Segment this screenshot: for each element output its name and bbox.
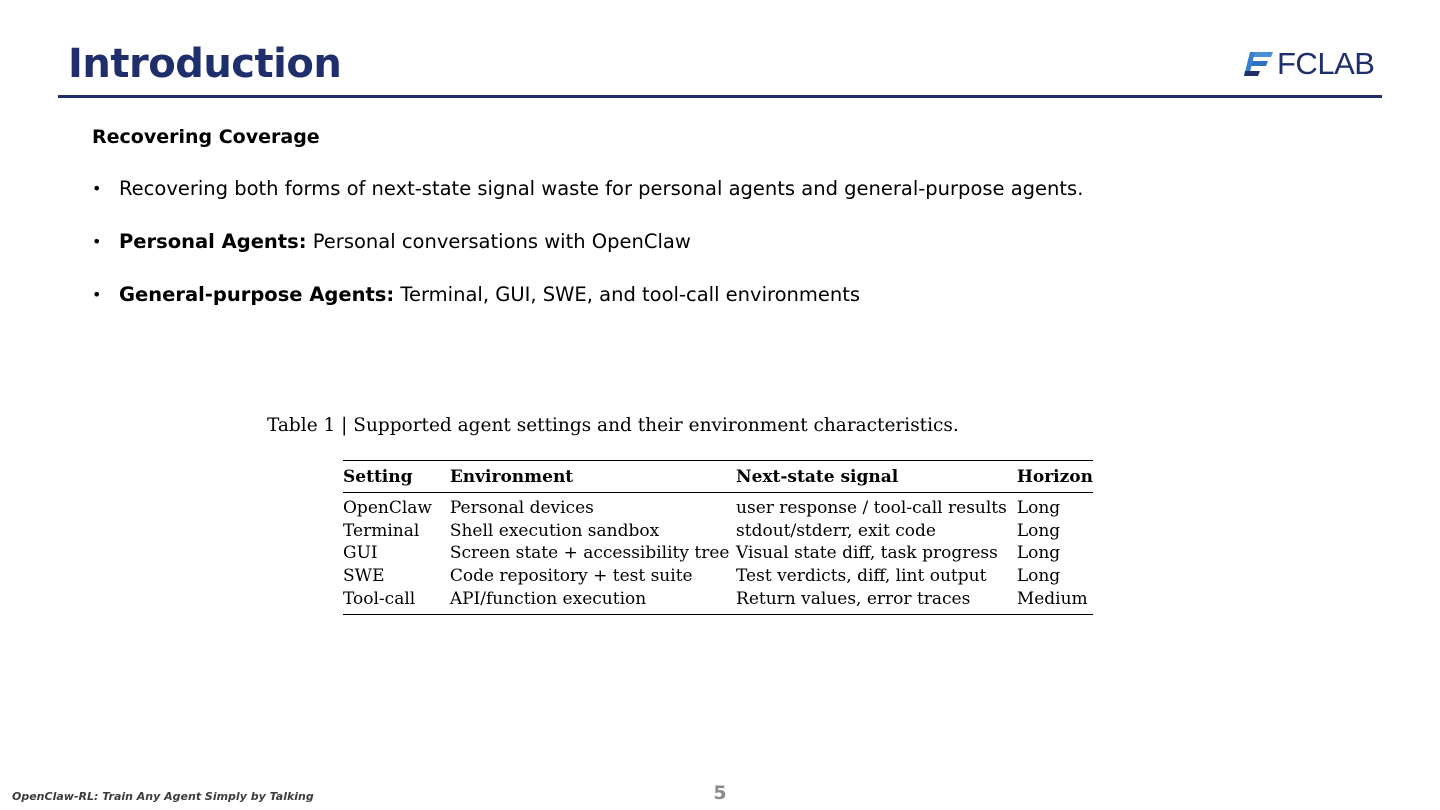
agent-settings-table	[343, 460, 1093, 615]
cell-setting: SWE	[343, 566, 385, 587]
header-environment: Environment	[450, 461, 736, 493]
cell-environment: Screen state + accessibility tree	[449, 543, 730, 564]
cell-setting: Tool-call	[343, 588, 416, 609]
bullet-text: Terminal, GUI, SWE, and tool-call environments	[394, 283, 861, 306]
table-header-row	[343, 461, 1093, 493]
logo-text: FCLAB	[1277, 46, 1375, 81]
cell-environment: Code repository + test suite	[449, 566, 693, 587]
footer-text: OpenClaw-RL: Train Any Agent Simply by Talking	[12, 790, 314, 803]
bullet-item	[92, 282, 1083, 308]
cell-signal: Visual state diff, task progress	[736, 543, 998, 564]
cell-setting: GUI	[343, 543, 378, 564]
slide-title: Introduction	[68, 41, 342, 87]
cell-horizon: Long	[1016, 520, 1061, 541]
table-row	[343, 493, 1093, 520]
cell-signal: user response / tool-call results	[736, 498, 1007, 519]
bullet-item	[92, 229, 1083, 255]
cell-environment: Personal devices	[449, 498, 594, 519]
bullet-bold-label: Personal Agents:	[119, 230, 307, 253]
cell-signal: Test verdicts, diff, lint output	[736, 566, 987, 587]
header-horizon: Horizon	[1017, 461, 1093, 493]
cell-horizon: Long	[1016, 566, 1061, 587]
fclab-logo	[1244, 46, 1374, 82]
cell-horizon: Long	[1016, 543, 1061, 564]
cell-setting: Terminal	[343, 520, 420, 541]
section-heading: Recovering Coverage	[92, 126, 320, 148]
cell-signal: Return values, error traces	[736, 588, 971, 609]
header-setting: Setting	[343, 461, 450, 493]
page-number: 5	[713, 782, 727, 804]
title-underline	[58, 95, 1382, 98]
cell-horizon: Medium	[1016, 588, 1088, 609]
bullet-text: Recovering both forms of next-state signal waste for personal agents and general-purpose agents.	[119, 177, 1084, 200]
bullet-item	[92, 176, 1083, 202]
cell-environment: Shell execution sandbox	[449, 520, 660, 541]
bullet-list	[92, 176, 1083, 335]
bullet-text: Personal conversations with OpenClaw	[306, 230, 691, 253]
cell-setting: OpenClaw	[343, 498, 432, 519]
table-row	[343, 542, 1093, 565]
bullet-dot: •	[92, 179, 102, 198]
bullet-bold-label: General-purpose Agents:	[119, 283, 395, 306]
cell-horizon: Long	[1016, 498, 1061, 519]
header-next-state-signal: Next-state signal	[736, 461, 1017, 493]
table-row	[343, 565, 1093, 588]
cell-signal: stdout/stderr, exit code	[736, 520, 936, 541]
table-caption: Table 1 | Supported agent settings and their environment characteristics.	[267, 415, 959, 436]
table-row	[343, 520, 1093, 543]
table-row	[343, 587, 1093, 614]
fclab-logo-icon	[1244, 50, 1274, 78]
bullet-dot: •	[92, 285, 102, 304]
cell-environment: API/function execution	[449, 588, 647, 609]
bullet-dot: •	[92, 232, 102, 251]
